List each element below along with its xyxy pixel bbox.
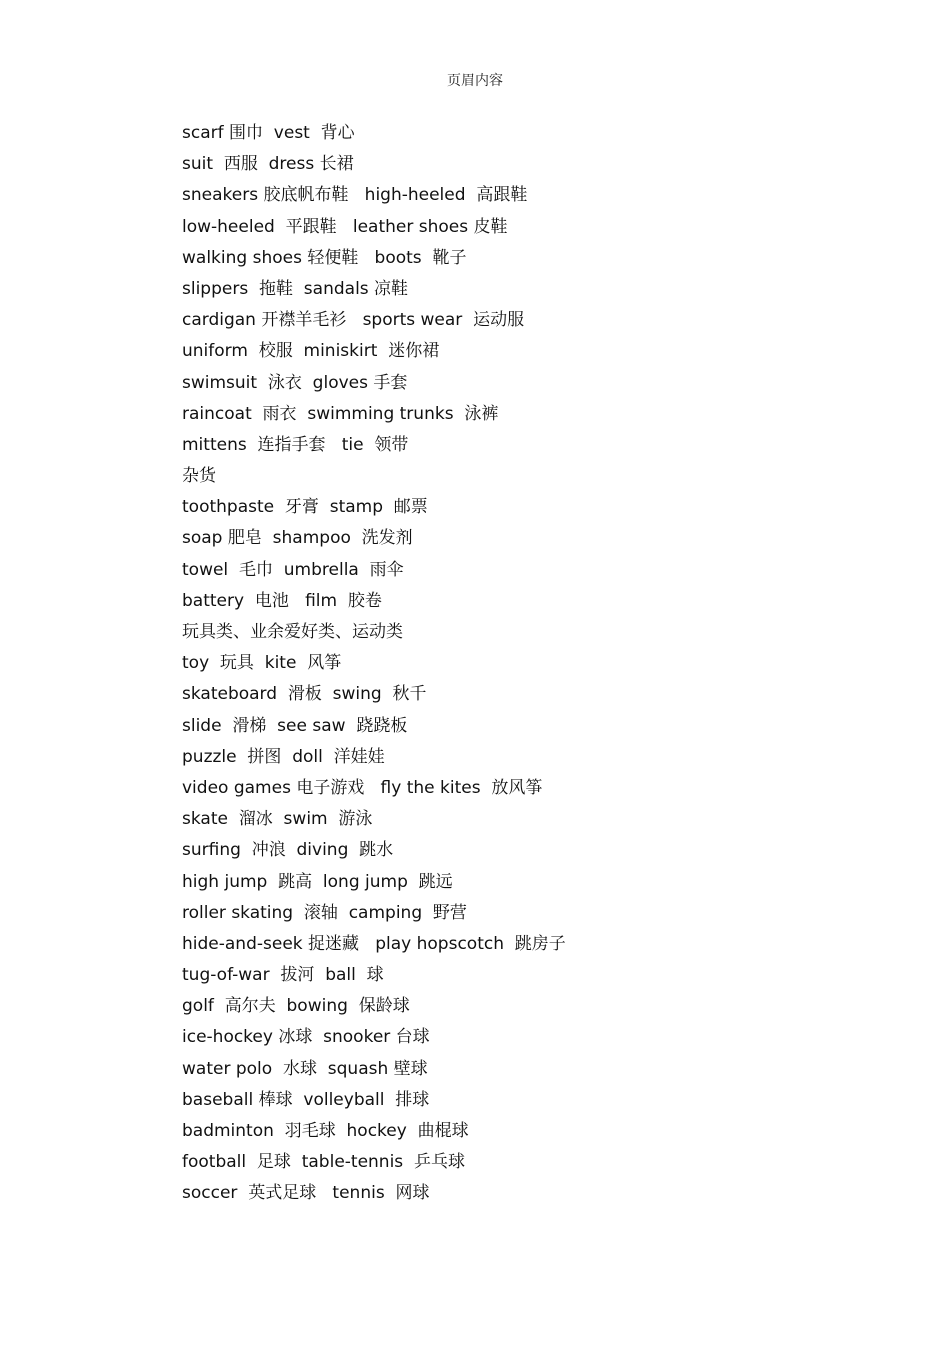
list-item: surfing 冲浪 diving 跳水 [182,840,394,861]
list-item: roller skating 滚轴 camping 野营 [182,902,467,923]
list-item: soccer 英式足球 tennis 网球 [182,1183,430,1204]
list-item: low-heeled 平跟鞋 leather shoes 皮鞋 [182,216,508,237]
list-item: ice-hockey 冰球 snooker 台球 [182,1027,430,1048]
list-item: scarf 围巾 vest 背心 [182,123,355,143]
list-item: slippers 拖鞋 sandals 凉鞋 [182,278,409,299]
page-header: 页眉内容 [447,73,503,89]
list-item: skateboard 滑板 swing 秋千 [182,684,427,705]
list-item: puzzle 拼图 doll 洋娃娃 [182,746,385,767]
list-item: football 足球 table-tennis 乒乓球 [182,1152,465,1173]
list-item: hide-and-seek 捉迷藏 play hopscotch 跳房子 [182,933,566,954]
list-item: raincoat 雨衣 swimming trunks 泳裤 [182,403,499,424]
list-item: video games 电子游戏 fly the kites 放风筝 [182,777,543,798]
list-item: high jump 跳高 long jump 跳远 [182,871,453,892]
list-item: badminton 羽毛球 hockey 曲棍球 [182,1121,469,1141]
section-heading: 杂货 [182,466,216,487]
section-heading: 玩具类、业余爱好类、运动类 [182,622,403,642]
list-item: soap 肥皂 shampoo 洗发剂 [182,528,413,549]
list-item: skate 溜冰 swim 游泳 [182,809,373,830]
list-item: toy 玩具 kite 风筝 [182,653,342,674]
list-item: towel 毛巾 umbrella 雨伞 [182,559,404,580]
list-item: baseball 棒球 volleyball 排球 [182,1089,430,1110]
list-item: suit 西服 dress 长裙 [182,154,354,175]
list-item: walking shoes 轻便鞋 boots 靴子 [182,247,467,268]
list-item: tug-of-war 拔河 ball 球 [182,965,384,986]
vocabulary-list [182,118,822,1210]
list-item: mittens 连指手套 tie 领带 [182,434,409,455]
list-item: battery 电池 film 胶卷 [182,590,382,611]
list-item: toothpaste 牙膏 stamp 邮票 [182,497,428,518]
list-item: uniform 校服 miniskirt 迷你裙 [182,341,440,362]
list-item: sneakers 胶底帆布鞋 high-heeled 高跟鞋 [182,185,528,206]
list-item: cardigan 开襟羊毛衫 sports wear 运动服 [182,310,525,331]
list-item: swimsuit 泳衣 gloves 手套 [182,372,408,393]
list-item: golf 高尔夫 bowing 保龄球 [182,996,410,1017]
list-item: water polo 水球 squash 壁球 [182,1058,428,1079]
list-item: slide 滑梯 see saw 跷跷板 [182,715,408,736]
